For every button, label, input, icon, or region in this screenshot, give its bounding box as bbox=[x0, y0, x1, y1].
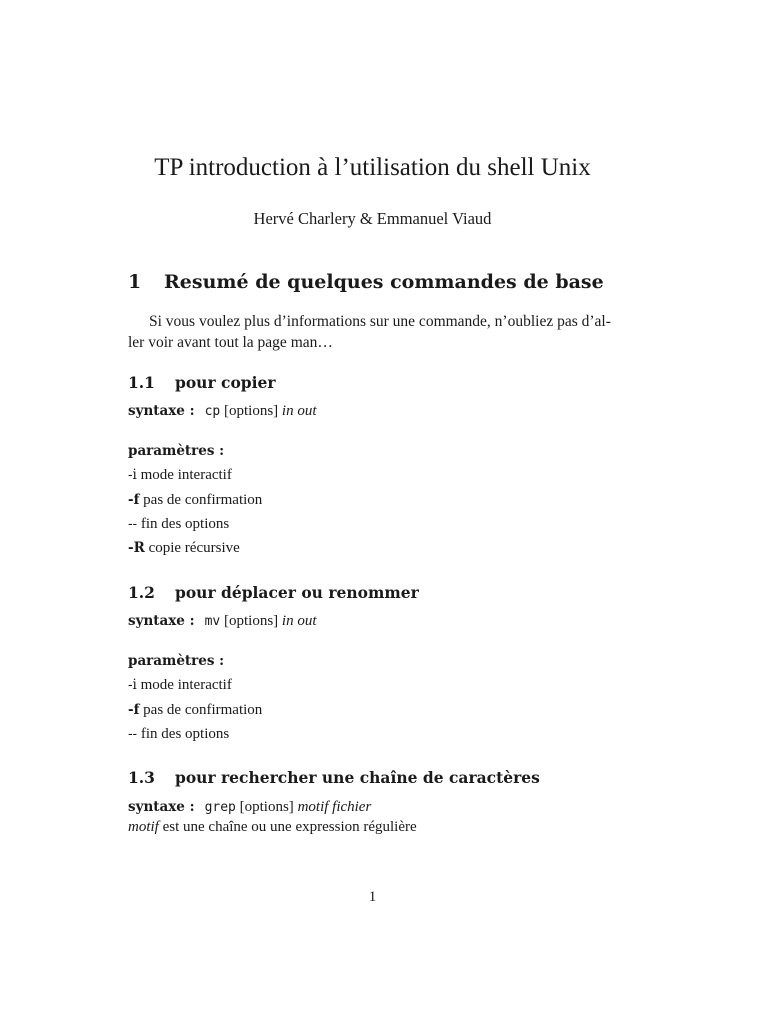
command-args: motif fichier bbox=[297, 799, 372, 815]
param-desc: fin des options bbox=[140, 516, 230, 532]
param-flag: -f bbox=[128, 702, 140, 718]
param-flag: -- bbox=[128, 516, 138, 532]
param-flag: -i bbox=[128, 467, 137, 483]
param-desc: mode interactif bbox=[140, 677, 232, 693]
subsection-heading-copy bbox=[128, 373, 276, 392]
param-item bbox=[128, 677, 232, 694]
param-item bbox=[128, 492, 262, 509]
command-options: [options] bbox=[223, 613, 279, 629]
param-item bbox=[128, 726, 229, 743]
note-text: est une chaîne ou une expression régulière bbox=[158, 819, 417, 835]
subsection-title: pour rechercher une chaîne de caractères bbox=[175, 768, 540, 787]
command-options: [options] bbox=[239, 799, 294, 815]
subsection-heading-grep bbox=[128, 768, 540, 787]
note-term: motif bbox=[128, 819, 159, 835]
param-desc: pas de confirmation bbox=[143, 702, 263, 718]
param-item bbox=[128, 516, 229, 533]
subsection-heading-move bbox=[128, 583, 419, 602]
document-authors: Hervé Charlery & Emmanuel Viaud bbox=[253, 209, 492, 228]
section-heading bbox=[128, 271, 604, 293]
param-desc: mode interactif bbox=[140, 467, 232, 483]
param-desc: pas de confirmation bbox=[143, 492, 263, 508]
subsection-number: 1.2 bbox=[128, 583, 155, 602]
param-flag: -R bbox=[128, 540, 145, 556]
param-flag: -- bbox=[128, 726, 138, 742]
subsection-number: 1.1 bbox=[128, 373, 155, 392]
intro-line-1: Si vous voulez plus d’informations sur une commande, n’oubliez pas d’al- bbox=[149, 313, 611, 330]
param-flag: -f bbox=[128, 492, 140, 508]
subsection-title: pour déplacer ou renommer bbox=[175, 583, 419, 602]
syntax-line-grep bbox=[128, 799, 371, 816]
motif-note bbox=[128, 819, 417, 836]
param-flag: -i bbox=[128, 677, 137, 693]
document-title: TP introduction à l’utilisation du shell Unix bbox=[154, 154, 591, 181]
command-name: grep bbox=[204, 800, 236, 815]
syntax-line-move bbox=[128, 613, 317, 630]
syntax-line-copy bbox=[128, 403, 317, 420]
param-desc: fin des options bbox=[140, 726, 230, 742]
section-number: 1 bbox=[128, 271, 142, 293]
params-label: paramètres : bbox=[128, 653, 225, 669]
param-desc: copie récursive bbox=[148, 540, 240, 556]
param-item bbox=[128, 540, 240, 557]
command-name: cp bbox=[204, 404, 221, 419]
intro-line-2: ler voir avant tout la page man… bbox=[128, 334, 333, 351]
page-number: 1 bbox=[368, 889, 377, 905]
subsection-number: 1.3 bbox=[128, 768, 155, 787]
params-label: paramètres : bbox=[128, 443, 225, 459]
section-intro bbox=[128, 311, 628, 353]
param-item bbox=[128, 702, 262, 719]
syntax-label: syntaxe : bbox=[128, 799, 195, 815]
command-options: [options] bbox=[223, 403, 279, 419]
syntax-label: syntaxe : bbox=[128, 613, 195, 629]
subsection-title: pour copier bbox=[175, 373, 276, 392]
command-args: in out bbox=[281, 613, 317, 629]
command-args: in out bbox=[281, 403, 317, 419]
syntax-label: syntaxe : bbox=[128, 403, 195, 419]
section-title: Resumé de quelques commandes de base bbox=[164, 271, 604, 293]
params-label-copy bbox=[128, 443, 224, 460]
command-name: mv bbox=[204, 614, 221, 629]
param-item bbox=[128, 467, 232, 484]
params-label-move bbox=[128, 653, 224, 670]
